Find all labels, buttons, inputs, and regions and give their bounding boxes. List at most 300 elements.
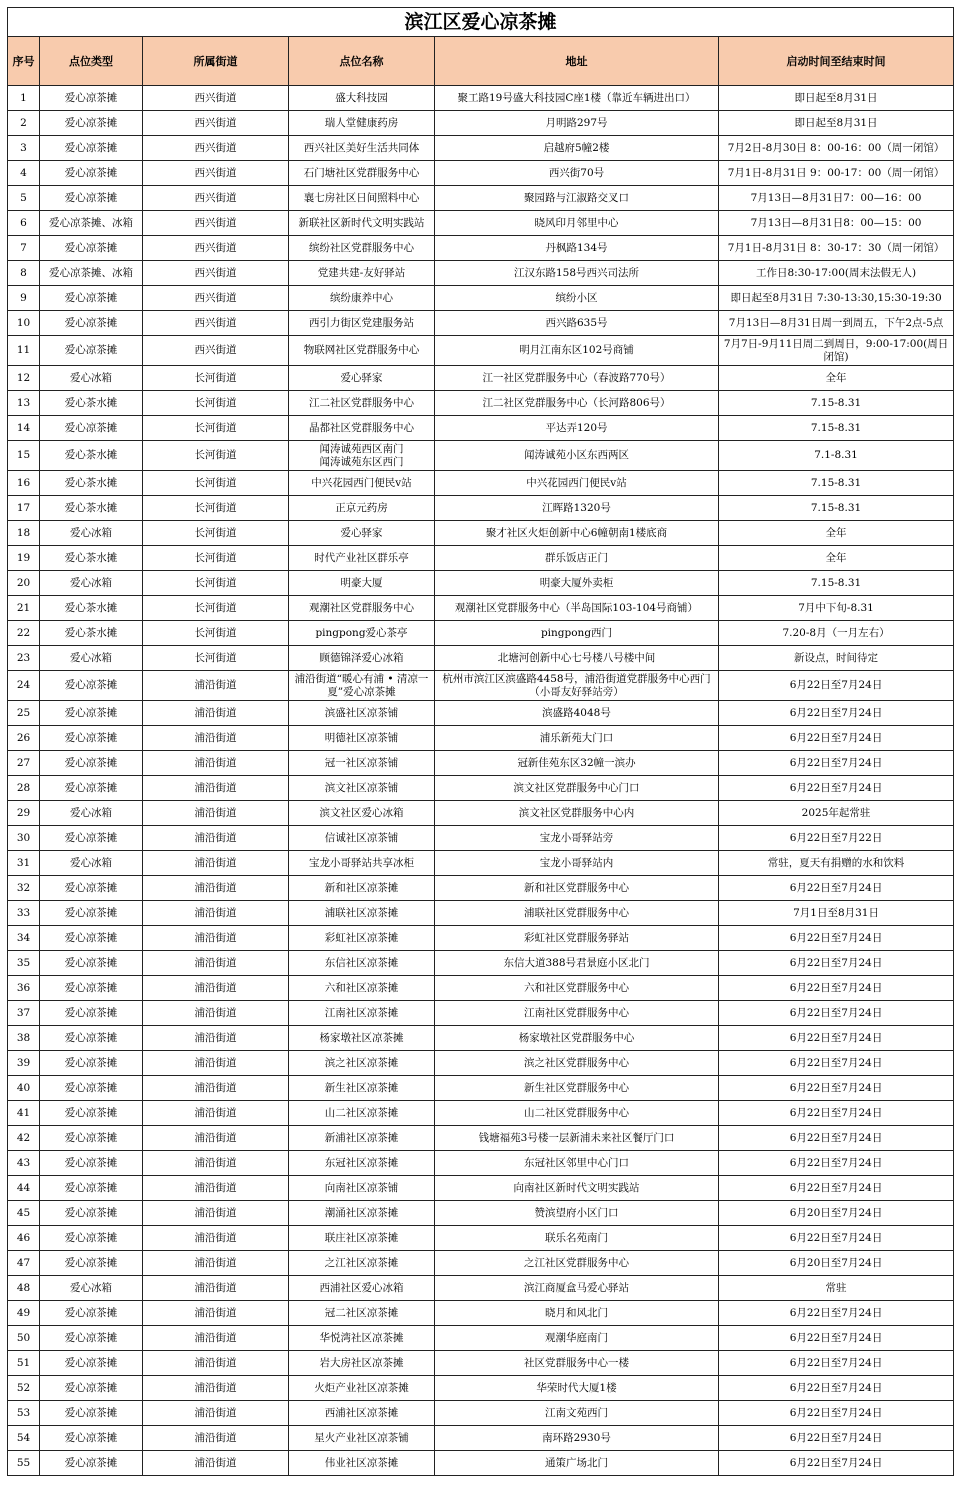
cell-time: 6月22日至7月22日 [719,826,954,851]
table-row [8,951,954,976]
cell-type: 爱心凉茶摊 [40,236,143,261]
cell-time: 6月22日至7月24日 [719,1376,954,1401]
column-header-time: 启动时间至结束时间 [719,37,954,86]
cell-type: 爱心凉茶摊 [40,1451,143,1476]
cell-type: 爱心茶水摊 [40,546,143,571]
cell-address: 之江社区党群服务中心 [435,1251,719,1276]
cell-index: 17 [8,496,40,521]
table-row [8,1251,954,1276]
cell-type: 爱心茶水摊 [40,621,143,646]
cell-time: 7月1日-8月31日 8：30-17：30（周一闭馆） [719,236,954,261]
cell-street: 浦沿街道 [143,926,289,951]
cell-index: 24 [8,671,40,701]
cell-index: 55 [8,1451,40,1476]
cell-street: 浦沿街道 [143,751,289,776]
table-row [8,496,954,521]
cell-address: 华荣时代大厦1楼 [435,1376,719,1401]
cell-type: 爱心凉茶摊 [40,1376,143,1401]
cell-type: 爱心凉茶摊 [40,951,143,976]
cell-street: 浦沿街道 [143,1351,289,1376]
cell-type: 爱心冰箱 [40,851,143,876]
cell-index: 54 [8,1426,40,1451]
cell-index: 20 [8,571,40,596]
cell-type: 爱心凉茶摊 [40,1076,143,1101]
cell-time: 7.15-8.31 [719,496,954,521]
cell-index: 40 [8,1076,40,1101]
cell-site-name: 东冠社区凉茶摊 [289,1151,435,1176]
cell-type: 爱心凉茶摊 [40,901,143,926]
cell-address: 中兴花园西门便民v站 [435,471,719,496]
cell-site-name: 宝龙小哥驿站共享冰柜 [289,851,435,876]
cell-time: 7月2日-8月30日 8：00-16：00（周一闭馆） [719,136,954,161]
table-row [8,1276,954,1301]
cell-site-name: 盛大科技园 [289,86,435,111]
cell-site-name: 星火产业社区凉茶铺 [289,1426,435,1451]
cell-type: 爱心凉茶摊 [40,926,143,951]
cell-index: 12 [8,366,40,391]
cell-site-name: 晶都社区党群服务中心 [289,416,435,441]
cell-type: 爱心凉茶摊 [40,1126,143,1151]
cell-street: 浦沿街道 [143,1076,289,1101]
cell-address: 杭州市滨江区滨盛路4458号，浦沿街道党群服务中心西门（小哥友好驿站旁） [435,671,719,701]
cell-site-name: 物联网社区党群服务中心 [289,336,435,366]
cell-address: 钱塘福苑3号楼一层新浦未来社区餐厅门口 [435,1126,719,1151]
cell-street: 浦沿街道 [143,1201,289,1226]
table-row [8,336,954,366]
cell-street: 浦沿街道 [143,1226,289,1251]
cell-address: 缤纷小区 [435,286,719,311]
cell-site-name: 向南社区凉茶铺 [289,1176,435,1201]
table-row [8,261,954,286]
cell-street: 长河街道 [143,416,289,441]
cell-time: 全年 [719,521,954,546]
cell-type: 爱心凉茶摊 [40,1101,143,1126]
table-row [8,1301,954,1326]
cell-address: 启越府5幢2楼 [435,136,719,161]
cell-index: 42 [8,1126,40,1151]
column-header-site-name: 点位名称 [289,37,435,86]
cell-time: 6月22日至7月24日 [719,751,954,776]
cell-address: 宝龙小哥驿站内 [435,851,719,876]
cell-street: 西兴街道 [143,211,289,236]
cell-address: 江南社区党群服务中心 [435,1001,719,1026]
cell-site-name: 瑞人堂健康药房 [289,111,435,136]
cell-site-name: 联庄社区凉茶摊 [289,1226,435,1251]
cell-type: 爱心凉茶摊 [40,1026,143,1051]
cell-index: 36 [8,976,40,1001]
cell-street: 长河街道 [143,471,289,496]
cell-site-name: 岩大房社区凉茶摊 [289,1351,435,1376]
cell-street: 浦沿街道 [143,1026,289,1051]
cell-time: 7月13日—8月31日8：00—15：00 [719,211,954,236]
cell-time: 7.15-8.31 [719,571,954,596]
cell-street: 浦沿街道 [143,1326,289,1351]
cell-site-name: 滨盛社区凉茶铺 [289,701,435,726]
cell-type: 爱心冰箱 [40,646,143,671]
cell-site-name: 正京元药房 [289,496,435,521]
cell-site-name: 冠一社区凉茶铺 [289,751,435,776]
cell-site-name: 浦沿街道“暖心有浦 • 清凉一夏”爱心凉茶摊 [289,671,435,701]
cell-address: 东信大道388号君景庭小区北门 [435,951,719,976]
table-row [8,111,954,136]
cell-time: 常驻 [719,1276,954,1301]
cell-street: 西兴街道 [143,286,289,311]
cell-index: 27 [8,751,40,776]
table-row [8,621,954,646]
cell-address: 赞滨望府小区门口 [435,1201,719,1226]
cell-site-name: 明豪大厦 [289,571,435,596]
cell-type: 爱心凉茶摊 [40,286,143,311]
cell-site-name: 东信社区凉茶摊 [289,951,435,976]
cell-street: 浦沿街道 [143,1176,289,1201]
cell-street: 长河街道 [143,621,289,646]
table-row [8,801,954,826]
cell-time: 2025年起常驻 [719,801,954,826]
cell-site-name: 滨文社区凉茶铺 [289,776,435,801]
cell-address: 江南文苑西门 [435,1401,719,1426]
cell-street: 西兴街道 [143,111,289,136]
cell-index: 43 [8,1151,40,1176]
column-header-index: 序号 [8,37,40,86]
table-row [8,776,954,801]
cell-index: 4 [8,161,40,186]
cell-index: 50 [8,1326,40,1351]
cell-site-name: 潮涌社区凉茶摊 [289,1201,435,1226]
cell-street: 浦沿街道 [143,1376,289,1401]
cell-type: 爱心凉茶摊 [40,186,143,211]
cell-index: 18 [8,521,40,546]
cell-site-name: 西引力街区党建服务站 [289,311,435,336]
cell-index: 21 [8,596,40,621]
cell-time: 6月22日至7月24日 [719,951,954,976]
cell-type: 爱心凉茶摊 [40,86,143,111]
cell-site-name: 江南社区凉茶摊 [289,1001,435,1026]
cell-type: 爱心凉茶摊 [40,1201,143,1226]
cell-address: 山二社区党群服务中心 [435,1101,719,1126]
cell-address: 宝龙小哥驿站旁 [435,826,719,851]
cell-site-name: 时代产业社区群乐亭 [289,546,435,571]
table-row [8,726,954,751]
cell-street: 浦沿街道 [143,951,289,976]
cell-address: 聚才社区火炬创新中心6幢朝南1楼底商 [435,521,719,546]
cell-index: 53 [8,1401,40,1426]
cell-site-name: 闻涛诚苑西区南门 闻涛诚苑东区西门 [289,441,435,471]
cell-index: 46 [8,1226,40,1251]
cell-address: 江汉东路158号西兴司法所 [435,261,719,286]
cell-time: 7月中下旬-8.31 [719,596,954,621]
table-row [8,1401,954,1426]
cell-time: 6月22日至7月24日 [719,1451,954,1476]
cell-street: 西兴街道 [143,136,289,161]
cell-index: 6 [8,211,40,236]
cell-site-name: 西兴社区美好生活共同体 [289,136,435,161]
cell-index: 45 [8,1201,40,1226]
cell-time: 常驻，夏天有捐赠的水和饮料 [719,851,954,876]
cell-address: 滨江商厦盒马爱心驿站 [435,1276,719,1301]
cell-address: 聚园路与江淑路交叉口 [435,186,719,211]
cell-address: 六和社区党群服务中心 [435,976,719,1001]
cell-address: 晓月和风北门 [435,1301,719,1326]
header-row [8,37,954,86]
cell-address: 滨之社区党群服务中心 [435,1051,719,1076]
cell-street: 浦沿街道 [143,976,289,1001]
cell-time: 7月13日—8月31日7：00—16：00 [719,186,954,211]
cell-index: 25 [8,701,40,726]
table-row [8,751,954,776]
cell-street: 浦沿街道 [143,901,289,926]
cell-type: 爱心凉茶摊 [40,1251,143,1276]
cell-time: 6月22日至7月24日 [719,1151,954,1176]
table-row [8,546,954,571]
cell-street: 西兴街道 [143,86,289,111]
cell-site-name: 中兴花园西门便民v站 [289,471,435,496]
cell-street: 长河街道 [143,496,289,521]
cell-time: 6月20日至7月24日 [719,1251,954,1276]
cell-time: 6月22日至7月24日 [719,1426,954,1451]
cell-address: 北塘河创新中心七号楼八号楼中间 [435,646,719,671]
cell-index: 44 [8,1176,40,1201]
cell-street: 浦沿街道 [143,1151,289,1176]
cell-time: 6月22日至7月24日 [719,1026,954,1051]
cell-index: 41 [8,1101,40,1126]
table-row [8,136,954,161]
cell-time: 6月20日至7月24日 [719,1201,954,1226]
cell-index: 51 [8,1351,40,1376]
cell-index: 7 [8,236,40,261]
table-row [8,311,954,336]
table-row [8,876,954,901]
table-row [8,1326,954,1351]
cell-site-name: 缤纷康养中心 [289,286,435,311]
cell-site-name: 滨文社区爱心冰箱 [289,801,435,826]
cell-type: 爱心凉茶摊 [40,311,143,336]
cell-type: 爱心凉茶摊 [40,1151,143,1176]
cell-site-name: pingpong爱心茶亭 [289,621,435,646]
cell-time: 7.1-8.31 [719,441,954,471]
cell-address: 向南社区新时代文明实践站 [435,1176,719,1201]
cell-type: 爱心凉茶摊 [40,1051,143,1076]
table-row [8,1176,954,1201]
cell-time: 6月22日至7月24日 [719,1126,954,1151]
cell-type: 爱心凉茶摊 [40,416,143,441]
cell-street: 浦沿街道 [143,1426,289,1451]
cell-street: 浦沿街道 [143,1001,289,1026]
cell-index: 15 [8,441,40,471]
cell-index: 3 [8,136,40,161]
table-row [8,1426,954,1451]
table-row [8,1351,954,1376]
cell-address: 观潮社区党群服务中心（半岛国际103-104号商铺） [435,596,719,621]
table-row [8,571,954,596]
cell-type: 爱心凉茶摊、冰箱 [40,211,143,236]
cell-address: 丹枫路134号 [435,236,719,261]
cell-type: 爱心凉茶摊 [40,111,143,136]
cell-type: 爱心茶水摊 [40,471,143,496]
table-row [8,86,954,111]
cell-site-name: 党建共建-友好驿站 [289,261,435,286]
cell-address: 群乐饭店正门 [435,546,719,571]
cell-type: 爱心凉茶摊 [40,136,143,161]
cell-time: 7.15-8.31 [719,391,954,416]
page-title: 滨江区爱心凉茶摊 [8,8,954,37]
cell-site-name: 火炬产业社区凉茶摊 [289,1376,435,1401]
cell-street: 长河街道 [143,646,289,671]
cell-time: 6月22日至7月24日 [719,1326,954,1351]
cell-site-name: 伟业社区凉茶摊 [289,1451,435,1476]
table-row [8,1201,954,1226]
cell-street: 浦沿街道 [143,1276,289,1301]
cell-index: 19 [8,546,40,571]
cell-address: 东冠社区邻里中心门口 [435,1151,719,1176]
cell-type: 爱心凉茶摊 [40,876,143,901]
cell-time: 即日起至8月31日 7:30-13:30,15:30-19:30 [719,286,954,311]
cell-address: 通策广场北门 [435,1451,719,1476]
cell-street: 长河街道 [143,391,289,416]
cell-street: 长河街道 [143,521,289,546]
cell-address: 观潮华庭南门 [435,1326,719,1351]
cell-index: 28 [8,776,40,801]
cell-address: 联乐名苑南门 [435,1226,719,1251]
cell-address: 江晖路1320号 [435,496,719,521]
table-row [8,161,954,186]
table-row [8,1051,954,1076]
table-row [8,976,954,1001]
cell-site-name: 信诚社区凉茶铺 [289,826,435,851]
cell-type: 爱心茶水摊 [40,391,143,416]
cell-address: 月明路297号 [435,111,719,136]
cell-site-name: 襄七房社区日间照料中心 [289,186,435,211]
cell-time: 全年 [719,546,954,571]
cell-street: 长河街道 [143,366,289,391]
cell-time: 7月1日至8月31日 [719,901,954,926]
cell-site-name: 华悦湾社区凉茶摊 [289,1326,435,1351]
cell-address: 冠新佳苑东区32幢一滨办 [435,751,719,776]
cell-index: 31 [8,851,40,876]
cell-index: 38 [8,1026,40,1051]
tea-stall-table [7,7,954,1476]
cell-type: 爱心凉茶摊 [40,1351,143,1376]
cell-address: 南环路2930号 [435,1426,719,1451]
table-row [8,236,954,261]
cell-index: 47 [8,1251,40,1276]
column-header-street: 所属街道 [143,37,289,86]
cell-address: 社区党群服务中心一楼 [435,1351,719,1376]
column-header-type: 点位类型 [40,37,143,86]
cell-type: 爱心凉茶摊 [40,1226,143,1251]
cell-address: 滨文社区党群服务中心内 [435,801,719,826]
table-row [8,366,954,391]
cell-index: 32 [8,876,40,901]
cell-address: 浦乐新苑大门口 [435,726,719,751]
cell-street: 浦沿街道 [143,1051,289,1076]
cell-index: 16 [8,471,40,496]
cell-index: 33 [8,901,40,926]
cell-index: 5 [8,186,40,211]
cell-time: 即日起至8月31日 [719,111,954,136]
cell-site-name: 六和社区凉茶摊 [289,976,435,1001]
table-row [8,826,954,851]
cell-type: 爱心凉茶摊 [40,1326,143,1351]
cell-site-name: 西浦社区凉茶摊 [289,1401,435,1426]
cell-index: 1 [8,86,40,111]
cell-time: 即日起至8月31日 [719,86,954,111]
cell-site-name: 新浦社区凉茶摊 [289,1126,435,1151]
cell-site-name: 明德社区凉茶铺 [289,726,435,751]
cell-type: 爱心茶水摊 [40,496,143,521]
cell-site-name: 新联社区新时代文明实践站 [289,211,435,236]
cell-site-name: 爱心驿家 [289,366,435,391]
cell-type: 爱心凉茶摊 [40,1176,143,1201]
cell-index: 34 [8,926,40,951]
cell-street: 长河街道 [143,596,289,621]
cell-time: 6月22日至7月24日 [719,1176,954,1201]
cell-type: 爱心凉茶摊 [40,161,143,186]
cell-street: 浦沿街道 [143,701,289,726]
cell-site-name: 观潮社区党群服务中心 [289,596,435,621]
cell-address: 明月江南东区102号商铺 [435,336,719,366]
table-row [8,1076,954,1101]
cell-index: 9 [8,286,40,311]
cell-address: 平达弄120号 [435,416,719,441]
cell-type: 爱心凉茶摊 [40,701,143,726]
table-row [8,416,954,441]
table-row [8,521,954,546]
cell-site-name: 缤纷社区党群服务中心 [289,236,435,261]
cell-time: 6月22日至7月24日 [719,1351,954,1376]
cell-street: 浦沿街道 [143,726,289,751]
table-row [8,646,954,671]
cell-street: 西兴街道 [143,186,289,211]
cell-street: 浦沿街道 [143,671,289,701]
cell-address: 聚工路19号盛大科技园C座1楼（靠近车辆进出口） [435,86,719,111]
cell-index: 13 [8,391,40,416]
table-row [8,901,954,926]
cell-site-name: 浦联社区凉茶摊 [289,901,435,926]
cell-time: 全年 [719,366,954,391]
cell-index: 37 [8,1001,40,1026]
cell-address: 西兴路635号 [435,311,719,336]
cell-street: 西兴街道 [143,311,289,336]
cell-street: 浦沿街道 [143,1126,289,1151]
cell-type: 爱心凉茶摊 [40,726,143,751]
cell-type: 爱心凉茶摊 [40,671,143,701]
table-row [8,1101,954,1126]
cell-time: 7.15-8.31 [719,471,954,496]
cell-street: 浦沿街道 [143,776,289,801]
cell-address: 西兴街70号 [435,161,719,186]
column-header-address: 地址 [435,37,719,86]
cell-time: 7.15-8.31 [719,416,954,441]
cell-type: 爱心冰箱 [40,366,143,391]
cell-type: 爱心凉茶摊 [40,976,143,1001]
table-row [8,391,954,416]
cell-index: 30 [8,826,40,851]
cell-street: 西兴街道 [143,161,289,186]
cell-index: 49 [8,1301,40,1326]
cell-type: 爱心凉茶摊 [40,1001,143,1026]
table-row [8,441,954,471]
cell-street: 浦沿街道 [143,1451,289,1476]
cell-time: 6月22日至7月24日 [719,1301,954,1326]
cell-index: 29 [8,801,40,826]
cell-site-name: 新生社区凉茶摊 [289,1076,435,1101]
table-row [8,926,954,951]
table-row [8,851,954,876]
cell-site-name: 彩虹社区凉茶摊 [289,926,435,951]
cell-street: 西兴街道 [143,336,289,366]
cell-index: 26 [8,726,40,751]
cell-street: 长河街道 [143,571,289,596]
